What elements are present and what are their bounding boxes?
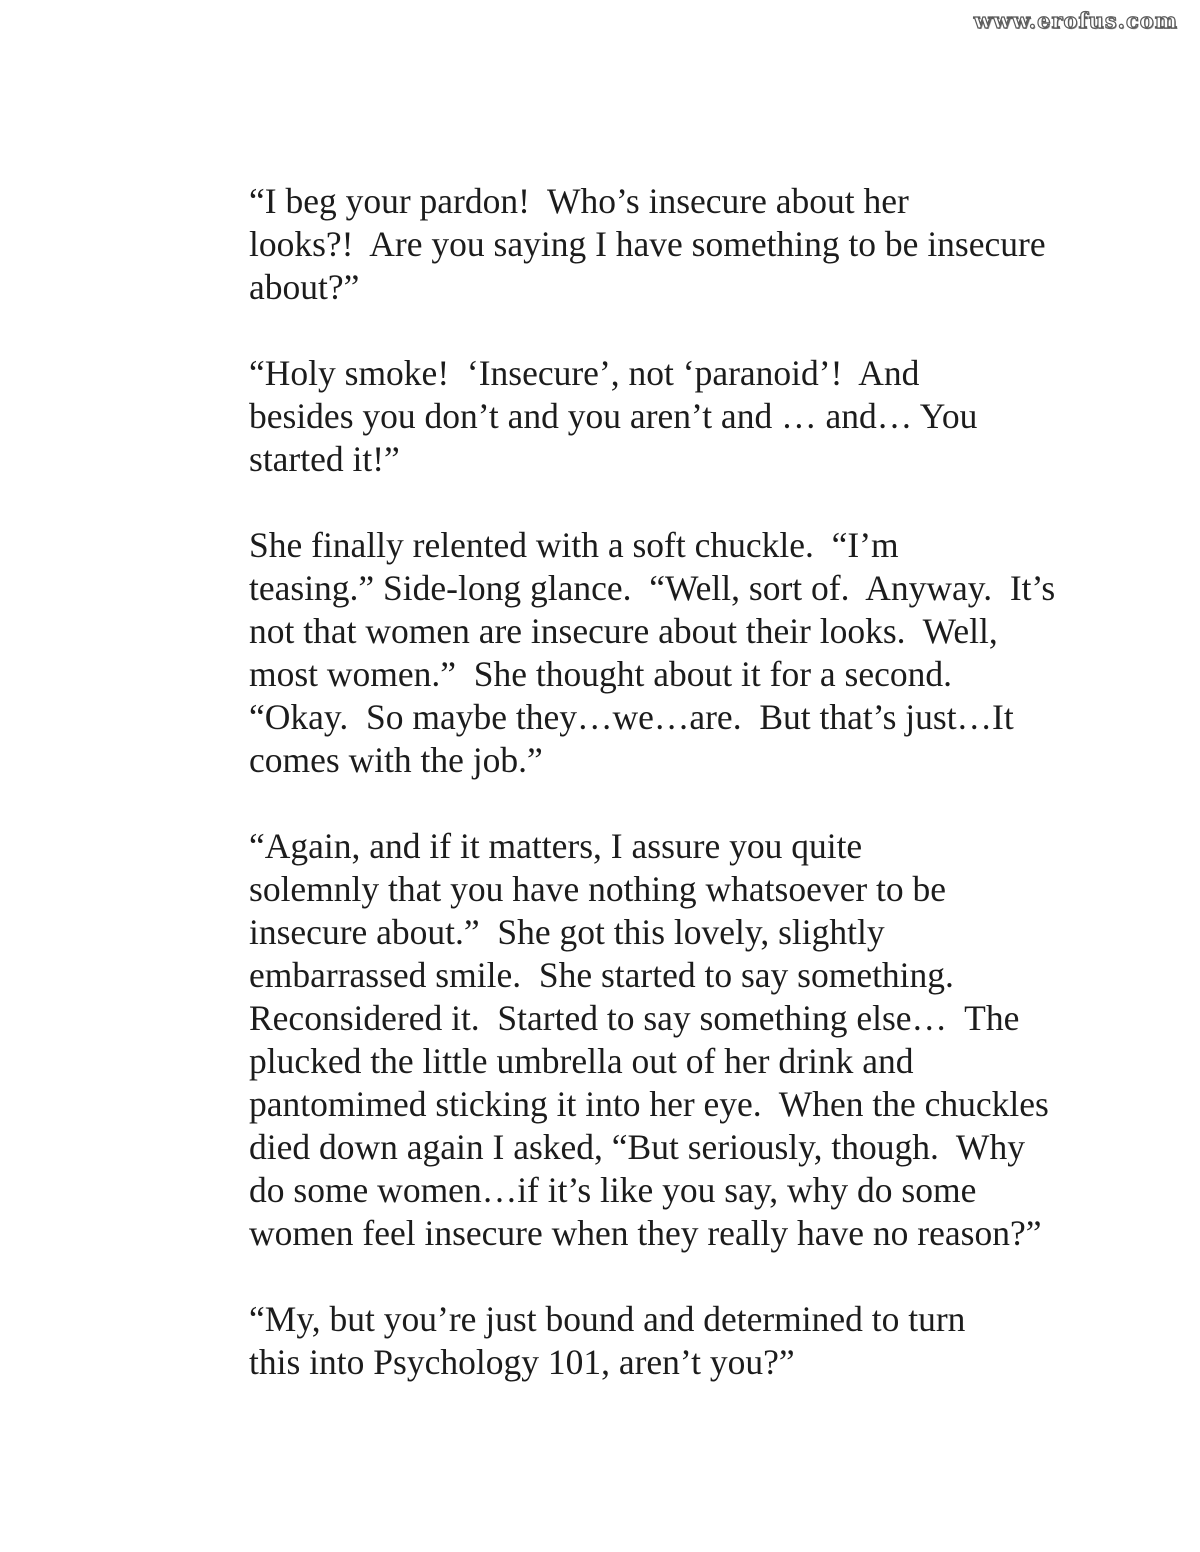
text-line: pantomimed sticking it into her eye. When the chuckles [249,1084,1049,1124]
text-line: most women.” She thought about it for a second. [249,654,952,694]
text-line: “Okay. So maybe they…we…are. But that’s just…It [249,697,1014,737]
text-line: do some women…if it’s like you say, why do some [249,1170,977,1210]
document-page [177,180,1056,1427]
text-line: teasing.” Side-long glance. “Well, sort of. Anyway. It’s [249,568,1056,608]
text-line: died down again I asked, “But seriously, though. Why [249,1127,1025,1167]
text-line: not that women are insecure about their looks. Well, [249,611,998,651]
paragraph [177,825,1049,1255]
text-line: looks?! Are you saying I have something to be insecure [249,224,1046,264]
paragraph [177,524,1056,782]
text-line: “Holy smoke! ‘Insecure’, not ‘paranoid’! And [249,353,920,393]
text-line: about?” [249,267,360,307]
text-line: besides you don’t and you aren’t and … and… You [249,396,978,436]
text-line: started it!” [249,439,400,479]
text-line: this into Psychology 101, aren’t you?” [249,1342,795,1382]
text-line: solemnly that you have nothing whatsoever to be [249,869,947,909]
paragraph [177,1298,1042,1384]
text-line: “My, but you’re just bound and determined to turn [249,1299,966,1339]
text-line: insecure about.” She got this lovely, slightly [249,912,885,952]
text-line: Reconsidered it. Started to say something else… The [249,998,1020,1038]
text-line: embarrassed smile. She started to say something. [249,955,954,995]
text-line: women feel insecure when they really have no reason?” [249,1213,1042,1253]
watermark-text: www.erofus.com [973,8,1178,33]
text-line: She finally relented with a soft chuckle. “I’m [249,525,899,565]
text-line: plucked the little umbrella out of her drink and [249,1041,914,1081]
text-line: “I beg your pardon! Who’s insecure about her [249,181,909,221]
paragraph [177,180,1046,309]
text-line: “Again, and if it matters, I assure you quite [249,826,863,866]
paragraph [177,352,1042,481]
text-line: comes with the job.” [249,740,543,780]
